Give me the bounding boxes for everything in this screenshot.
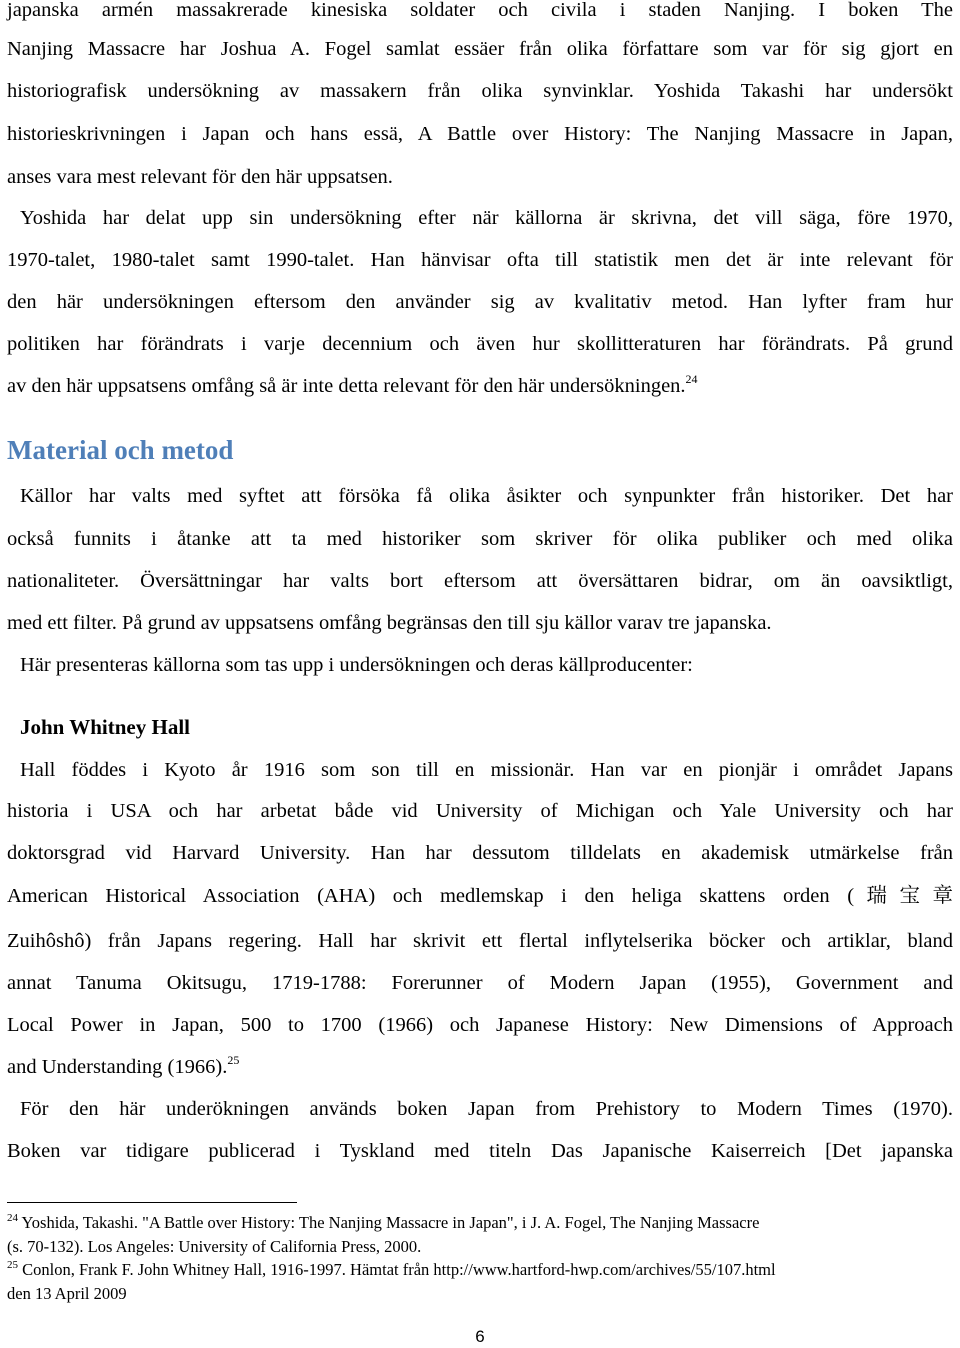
footnote-marker: 24 (7, 1212, 18, 1224)
body-text-line: American Historical Association (AHA) och medlemskap i den heliga skattens orden (瑞宝章 (7, 885, 953, 907)
footnote-24 (7, 1212, 953, 1234)
footnote-text: Conlon, Frank F. John Whitney Hall, 1916-1997. Hämtat från http://www.hartford-hwp.com/archives/55/107.html (22, 1260, 776, 1279)
paragraph-first-line: För den här underökningen används boken Japan from Prehistory to Modern Times (1970). (20, 1098, 953, 1120)
body-text-line: Local Power in Japan, 500 to 1700 (1966) och Japanese History: New Dimensions of Approach (7, 1014, 953, 1036)
footnote-text: Yoshida, Takashi. "A Battle over History: The Nanjing Massacre in Japan", i J. A. Fogel, The Nanjing Massacre (21, 1213, 760, 1232)
footnote-24-continuation: (s. 70-132). Los Angeles: University of California Press, 2000. (7, 1237, 422, 1256)
paragraph-first-line: Källor har valts med syftet att försöka få olika åsikter och synpunkter från historiker. Det har (20, 485, 953, 507)
body-text-line: doktorsgrad vid Harvard University. Han har dessutom tilldelats en akademisk utmärkelse från (7, 842, 953, 864)
footnote-25-continuation: den 13 April 2009 (7, 1284, 127, 1303)
body-text-line: historieskrivningen i Japan och hans essä, A Battle over History: The Nanjing Massacre in Japan, (7, 123, 953, 145)
body-text-line: anses vara mest relevant för den här uppsatsen. (7, 166, 393, 188)
footnote-marker: 25 (7, 1259, 18, 1271)
paragraph-first-line: Här presenteras källorna som tas upp i undersökningen och deras källproducenter: (20, 654, 693, 676)
body-text-line (7, 373, 953, 399)
body-text-line (7, 1054, 953, 1080)
section-heading: Material och metod (7, 435, 234, 465)
footnote-reference: 25 (227, 1053, 240, 1067)
body-text-line: Nanjing Massacre har Joshua A. Fogel samlat essäer från olika författare som var för sig gjort en (7, 38, 953, 60)
body-text-line: historia i USA och har arbetat både vid University of Michigan och Yale University och har (7, 800, 953, 822)
footnote-reference: 24 (685, 372, 698, 386)
body-text-line: nationaliteter. Översättningar har valts bort eftersom att översättaren bidrar, om än oavsiktligt, (7, 570, 953, 592)
page-number: 6 (475, 1327, 485, 1346)
footnote-25 (7, 1259, 953, 1281)
footnote-separator (7, 1202, 297, 1203)
body-text-line: Boken var tidigare publicerad i Tyskland med titeln Das Japanische Kaiserreich [Det japanska (7, 1140, 953, 1162)
body-text-line: historiografisk undersökning av massakern från olika synvinklar. Yoshida Takashi har undersökt (7, 80, 953, 102)
body-text-line: politiken har förändrats i varje decennium och även hur skollitteraturen har förändrats. På grund (7, 333, 953, 355)
subsection-heading: John Whitney Hall (20, 715, 190, 739)
body-text-line: japanska armén massakrerade kinesiska soldater och civila i staden Nanjing. I boken The (7, 0, 953, 21)
body-text-line: också funnits i åtanke att ta med historiker som skriver för olika publiker och med olika (7, 528, 953, 550)
paragraph-first-line: Hall föddes i Kyoto år 1916 som son till en missionär. Han var en pionjär i området Japans (20, 759, 953, 781)
body-text: and Understanding (1966). (7, 1056, 228, 1078)
body-text-line: med ett filter. På grund av uppsatsens omfång begränsas den till sju källor varav tre japanska. (7, 612, 772, 634)
body-text-line: 1970-talet, 1980-talet samt 1990-talet. Han hänvisar ofta till statistik men det är inte relevant för (7, 249, 953, 271)
body-text-line: annat Tanuma Okitsugu, 1719-1788: Forerunner of Modern Japan (1955), Government and (7, 972, 953, 994)
paragraph-first-line: Yoshida har delat upp sin undersökning efter när källorna är skrivna, det vill säga, före 1970, (20, 207, 953, 229)
body-text: av den här uppsatsens omfång så är inte detta relevant för den här undersökningen. (7, 375, 686, 397)
body-text-line: Zuihôshô) från Japans regering. Hall har skrivit ett flertal inflytelserika böcker och artiklar, bland (7, 930, 953, 952)
body-text-line: den här undersökningen eftersom den använder sig av kvalitativ metod. Han lyfter fram hur (7, 291, 953, 313)
